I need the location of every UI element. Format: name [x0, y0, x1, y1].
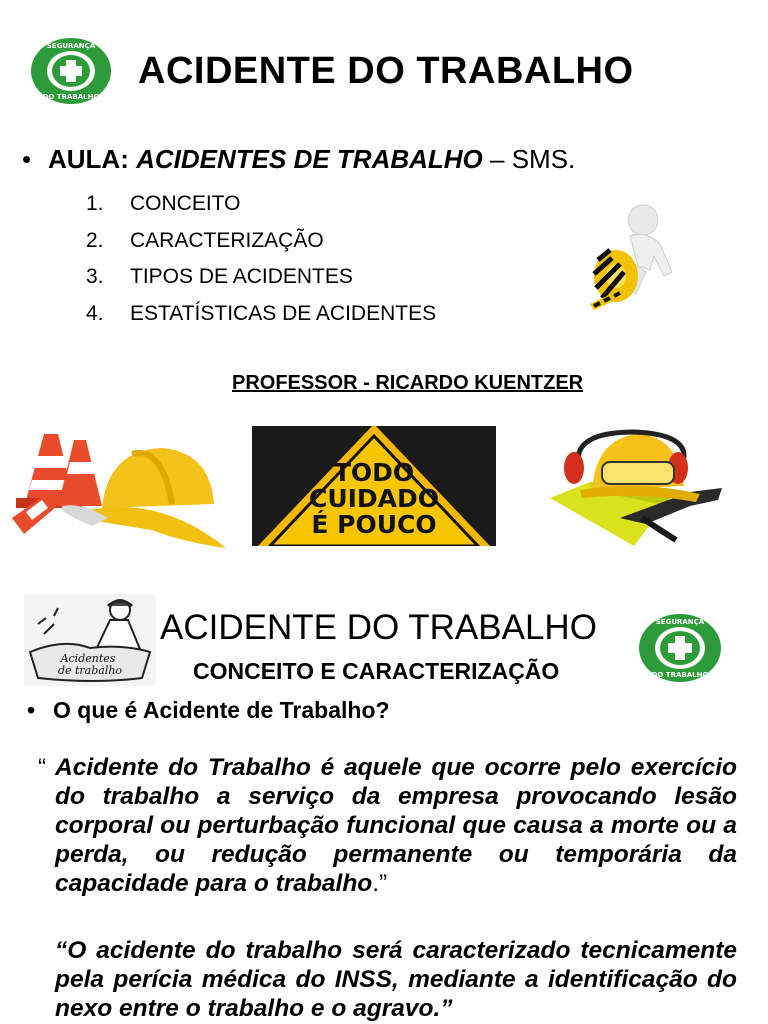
list-item: 4. ESTATÍSTICAS DE ACIDENTES: [86, 301, 437, 325]
list-item: 3. TIPOS DE ACIDENTES: [86, 265, 353, 288]
aula-prefix: AULA:: [48, 144, 129, 174]
list-item: 1. CONCEITO: [86, 192, 241, 215]
aula-line: [22, 144, 575, 175]
safety-logo-bottom: [636, 612, 724, 684]
cones-helmet-image: [12, 430, 230, 558]
professor-name: PROFESSOR - RICARDO KUENTZER: [232, 372, 584, 394]
aula-topic: ACIDENTES DE TRABALHO: [136, 144, 483, 174]
characterization-quote: “O acidente do trabalho será caracterizado tecnicamente pela perícia médica do INSS, mediante a identificação do nexo entre o trabalho e o agravo.”: [55, 937, 737, 1022]
svg-text:SEGURANÇA: SEGURANÇA: [46, 42, 96, 50]
definition-quote: “ Acidente do Trabalho é aquele que ocorre pelo exercício do trabalho a serviço da empresa provocando lesão corporal ou perturbação funcional que causa a morte ou a perda, ou redução permanente ou temporária da capacidade para o trabalho.”: [38, 754, 737, 897]
svg-text:SEGURANÇA: SEGURANÇA: [655, 618, 705, 626]
page-title: ACIDENTE DO TRABALHO: [138, 50, 634, 92]
cartoon-caption-line1: Acidentes: [60, 652, 116, 665]
warning-sign: [252, 426, 496, 546]
section-subtitle: CONCEITO E CARACTERIZAÇÃO: [193, 658, 560, 684]
svg-text:DO TRABALHO: DO TRABALHO: [651, 671, 709, 679]
cartoon-accident-image: [24, 594, 156, 686]
figure-caution-tape-image: [580, 200, 692, 318]
section-title: ACIDENTE DO TRABALHO: [160, 608, 597, 647]
sign-text: TODO CUIDADO É POUCO: [308, 458, 440, 539]
question-text: O que é Acidente de Trabalho?: [53, 697, 390, 723]
aula-suffix: – SMS.: [482, 144, 576, 174]
svg-text:DO TRABALHO: DO TRABALHO: [42, 93, 100, 101]
topic-list: [86, 186, 436, 332]
list-item: 2. CARACTERIZAÇÃO: [86, 228, 324, 252]
safety-logo-top: [28, 36, 114, 106]
question-line: • O que é Acidente de Trabalho?: [27, 697, 390, 723]
cartoon-caption-line2: de trabalho: [57, 664, 123, 677]
ppe-helmet-goggles-image: [550, 428, 726, 548]
bullet: •: [22, 144, 32, 174]
